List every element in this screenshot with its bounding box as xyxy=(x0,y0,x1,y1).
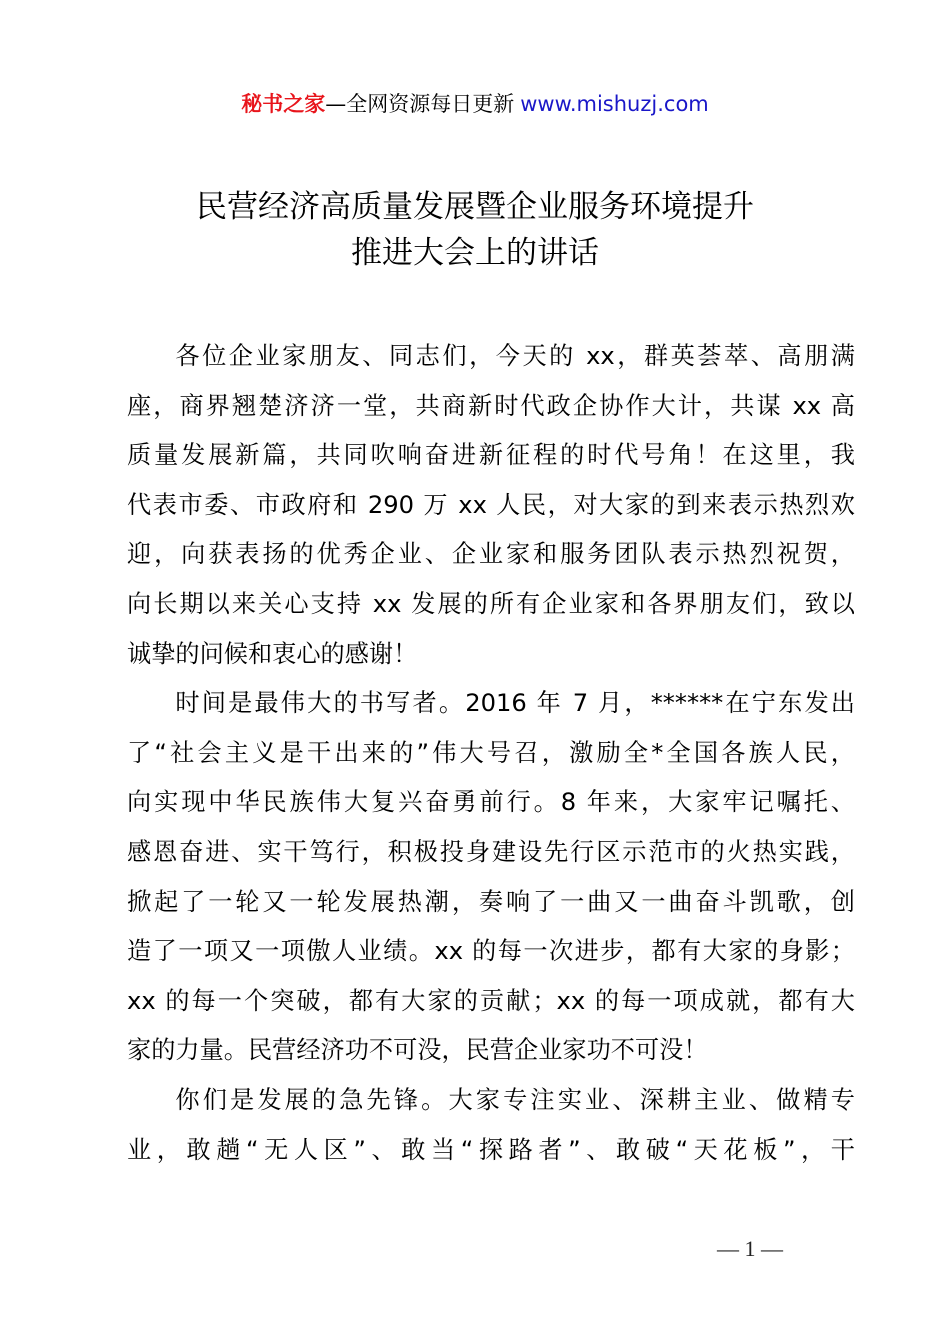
text-line: 座，商界翘楚济济一堂，共商新时代政企协作大计，共谋 xx 高 xyxy=(127,391,855,420)
text-line: 时间是最伟大的书写者。2016 年 7 月，******在宁东发出 xyxy=(175,689,855,718)
document-body xyxy=(127,332,855,1175)
text-line: 你们是发展的急先锋。大家专注实业、深耕主业、做精专 xyxy=(175,1085,855,1114)
text-line: 诚挚的问候和衷心的感谢！ xyxy=(127,639,418,668)
text-line: xx 的每一个突破，都有大家的贡献；xx 的每一项成就，都有大 xyxy=(127,986,855,1015)
banner-url-link[interactable]: www.mishuzj.com xyxy=(520,92,709,116)
text-line: 代表市委、市政府和 290 万 xx 人民，对大家的到来表示热烈欢 xyxy=(127,490,855,519)
text-line: 掀起了一轮又一轮发展热潮，奏响了一曲又一曲奋斗凯歌，创 xyxy=(127,887,855,916)
text-line: 造了一项又一项傲人业绩。xx 的每一次进步，都有大家的身影； xyxy=(127,937,855,966)
title-line-1: 民营经济高质量发展暨企业服务环境提升 xyxy=(196,189,754,225)
paragraph-1 xyxy=(127,332,855,679)
title-line-2: 推进大会上的讲话 xyxy=(351,235,599,271)
paragraph-2 xyxy=(127,679,855,1076)
banner-brand: 秘书之家 xyxy=(241,92,326,116)
text-line: 家的力量。民营经济功不可没，民营企业家功不可没！ xyxy=(127,1036,708,1065)
text-line: 向实现中华民族伟大复兴奋勇前行。8 年来，大家牢记嘱托、 xyxy=(127,788,855,817)
text-line: 质量发展新篇，共同吹响奋进新征程的时代号角！在这里，我 xyxy=(127,441,855,470)
text-line: 迎，向获表扬的优秀企业、企业家和服务团队表示热烈祝贺， xyxy=(127,540,855,569)
text-line: 感恩奋进、实干笃行，积极投身建设先行区示范市的火热实践， xyxy=(127,837,855,866)
text-line: 业，敢趟“无人区”、敢当“探路者”、敢破“天花板”，干 xyxy=(127,1135,855,1164)
text-line: 了“社会主义是干出来的”伟大号召，激励全*全国各族人民， xyxy=(127,738,855,767)
text-line: 各位企业家朋友、同志们，今天的 xx，群英荟萃、高朋满 xyxy=(175,342,855,370)
page-number: — 1 — xyxy=(717,1236,783,1261)
banner-dash: — xyxy=(325,92,347,116)
site-banner xyxy=(0,88,950,120)
banner-slogan: 全网资源每日更新 xyxy=(346,92,515,116)
text-line: 向长期以来关心支持 xx 发展的所有企业家和各界朋友们，致以 xyxy=(127,589,855,618)
paragraph-3 xyxy=(127,1076,855,1175)
document-title xyxy=(0,184,950,276)
